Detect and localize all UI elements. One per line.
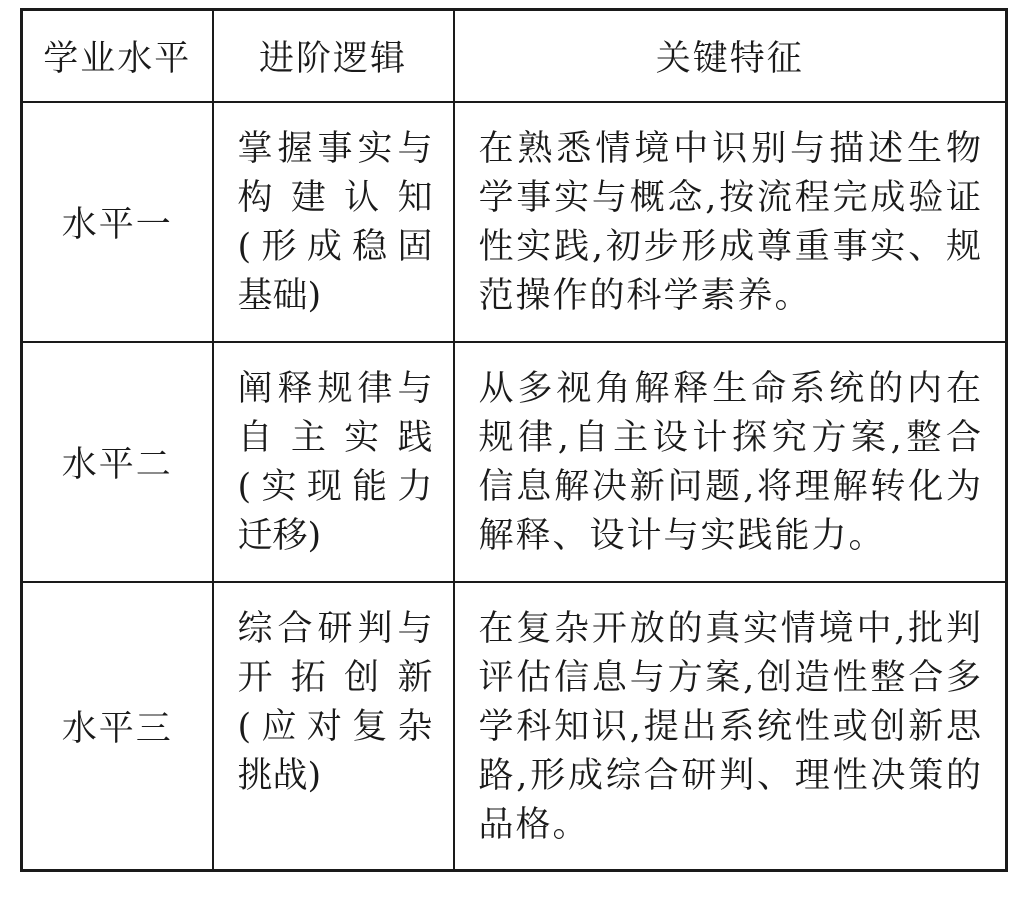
logic-cell	[213, 342, 454, 582]
feature-cell: 在复杂开放的真实情境中,批判评估信息与方案,创造性整合多学科知识,提出系统性或创新思路,形成综合研判、理性决策的品格。	[454, 582, 1007, 871]
logic-line: 迁移)	[237, 515, 322, 556]
logic-line: 自主实践	[237, 417, 433, 458]
level-cell: 水平二	[22, 342, 213, 582]
logic-line: 构建认知	[237, 177, 433, 218]
level-cell: 水平三	[22, 582, 213, 871]
table-row	[22, 582, 1007, 871]
logic-line: (形成稳固	[237, 226, 433, 267]
logic-line: 基础)	[237, 275, 322, 316]
table-header	[22, 10, 1007, 102]
logic-line: 开拓创新	[237, 657, 433, 698]
table-body	[22, 102, 1007, 871]
feature-cell: 在熟悉情境中识别与描述生物学事实与概念,按流程完成验证性实践,初步形成尊重事实、规范操作的科学素养。	[454, 102, 1007, 342]
logic-line: 挑战)	[237, 755, 322, 796]
feature-cell: 从多视角解释生命系统的内在规律,自主设计探究方案,整合信息解决新问题,将理解转化为解释、设计与实践能力。	[454, 342, 1007, 582]
header-academic-level: 学业水平	[22, 10, 213, 102]
logic-line: (实现能力	[237, 466, 433, 507]
level-cell: 水平一	[22, 102, 213, 342]
table-row	[22, 102, 1007, 342]
logic-line: 阐释规律与	[237, 368, 433, 409]
header-row	[22, 10, 1007, 102]
logic-cell	[213, 582, 454, 871]
table-row	[22, 342, 1007, 582]
header-key-features: 关键特征	[454, 10, 1007, 102]
header-progression-logic: 进阶逻辑	[213, 10, 454, 102]
logic-line: (应对复杂	[237, 706, 433, 747]
logic-line: 掌握事实与	[237, 128, 433, 169]
logic-line: 综合研判与	[237, 608, 433, 649]
academic-level-table	[20, 8, 1008, 872]
logic-cell	[213, 102, 454, 342]
